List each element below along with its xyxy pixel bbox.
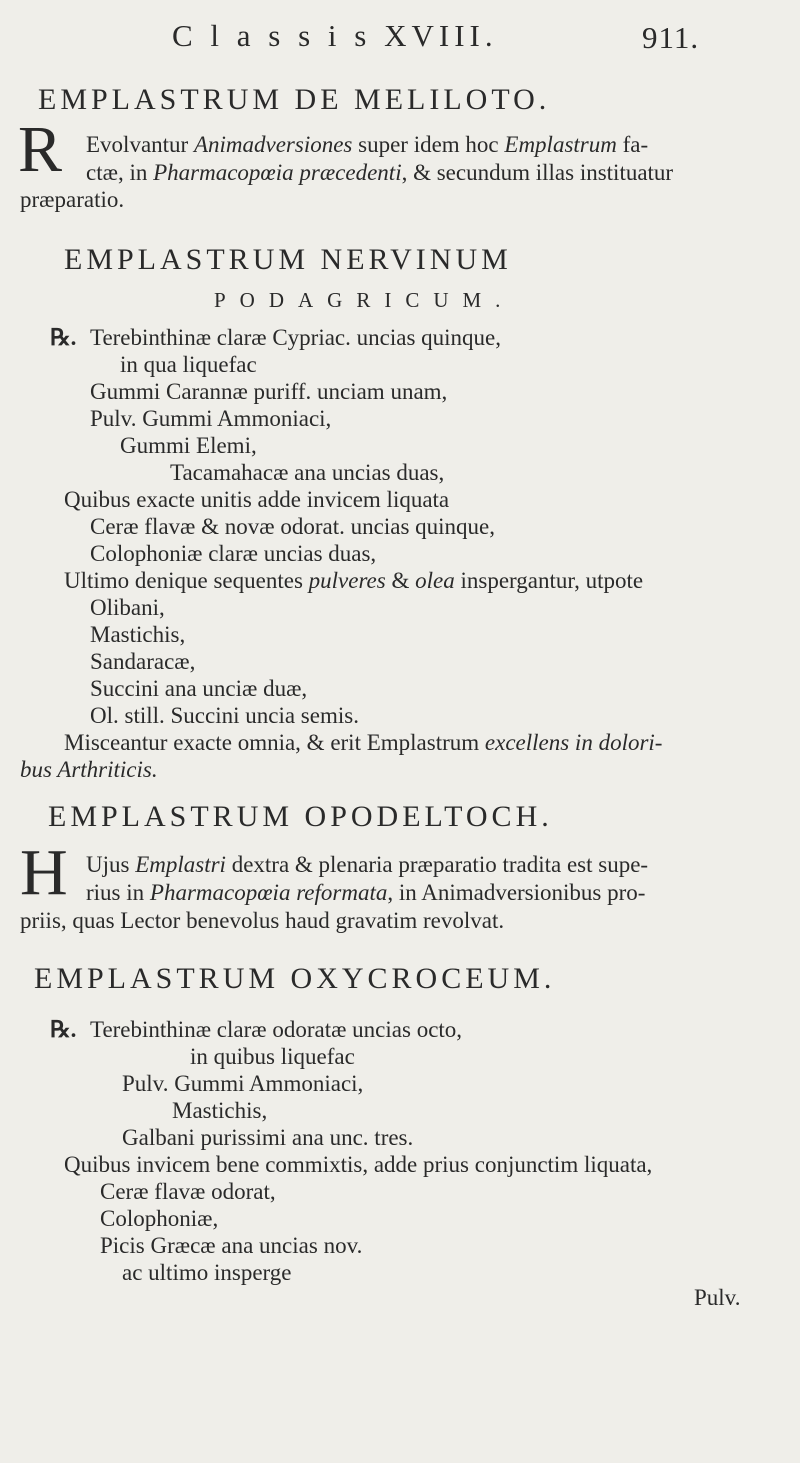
recipe-symbol: ℞. [50,325,77,350]
running-title: C l a s s i s XVIII. [172,18,498,53]
section-title-meliloto: EMPLASTRUM DE MELILOTO. [38,83,551,116]
recipe-line: Gummi Elemi, [120,433,257,458]
page-number: 911. [642,20,700,55]
recipe-line: Misceantur exacte omnia, & erit Emplastrum excellens in dolori- [64,730,663,755]
recipe-line: Sandaracæ, [90,649,196,674]
recipe-line: Colophoniæ, [100,1206,219,1231]
recipe-line: Quibus invicem bene commixtis, adde prius conjunctim liquata, [64,1152,653,1177]
recipe-symbol: ℞. [50,1017,77,1042]
drop-cap-r: R [18,113,63,186]
recipe-line: Terebinthinæ claræ Cypriac. uncias quinque, [90,325,502,350]
recipe-line: Mastichis, [90,622,186,647]
section-subtitle-podagricum: PODAGRICUM. [214,288,515,312]
recipe-line: ac ultimo insperge [122,1260,292,1285]
paragraph-line: Evolvantur Animadversiones super idem hoc Emplastrum fa- [86,132,649,157]
recipe-line: Ceræ flavæ odorat, [100,1179,276,1204]
paragraph-line: præparatio. [20,187,125,212]
recipe-line: Colophoniæ claræ uncias duas, [90,541,377,566]
recipe-line: Pulv. Gummi Ammoniaci, [90,406,332,431]
section-title-oxycroceum: EMPLASTRUM OXYCROCEUM. [34,962,556,995]
recipe-line: Pulv. Gummi Ammoniaci, [122,1071,364,1096]
recipe-line: Picis Græcæ ana uncias nov. [100,1233,363,1258]
catchword: Pulv. [694,1285,741,1310]
recipe-line: Olibani, [90,595,165,620]
section-title-nervinum: EMPLASTRUM NERVINUM [64,243,512,276]
section-title-opodeltoch: EMPLASTRUM OPODELTOCH. [48,800,553,833]
recipe-line: bus Arthriticis. [20,757,158,782]
paragraph-line: Ujus Emplastri dextra & plenaria præparatio tradita est supe- [86,852,649,877]
recipe-line: Ol. still. Succini uncia semis. [90,703,359,728]
recipe-line: Terebinthinæ claræ odoratæ uncias octo, [90,1017,463,1042]
recipe-line: Galbani purissimi ana unc. tres. [122,1125,414,1150]
recipe-line: Ultimo denique sequentes pulveres & olea inspergantur, utpote [64,568,644,593]
recipe-line: Gummi Carannæ puriff. unciam unam, [90,379,448,404]
recipe-line: Tacamahacæ ana uncias duas, [170,460,445,485]
recipe-line: in quibus liquefac [190,1044,355,1069]
recipe-line: in qua liquefac [120,352,257,377]
recipe-line: Succini ana unciæ duæ, [90,676,308,701]
paragraph-line: priis, quas Lector benevolus haud gravatim revolvat. [20,908,505,933]
recipe-line: Ceræ flavæ & novæ odorat. uncias quinque, [90,514,495,539]
paragraph-line: ctæ, in Pharmacopœia præcedenti, & secundum illas instituatur [86,160,674,185]
recipe-line: Quibus exacte unitis adde invicem liquata [64,487,450,512]
paragraph-line: rius in Pharmacopœia reformata, in Animadversionibus pro- [86,880,646,905]
recipe-line: Mastichis, [172,1098,268,1123]
drop-cap-h: H [20,836,68,909]
